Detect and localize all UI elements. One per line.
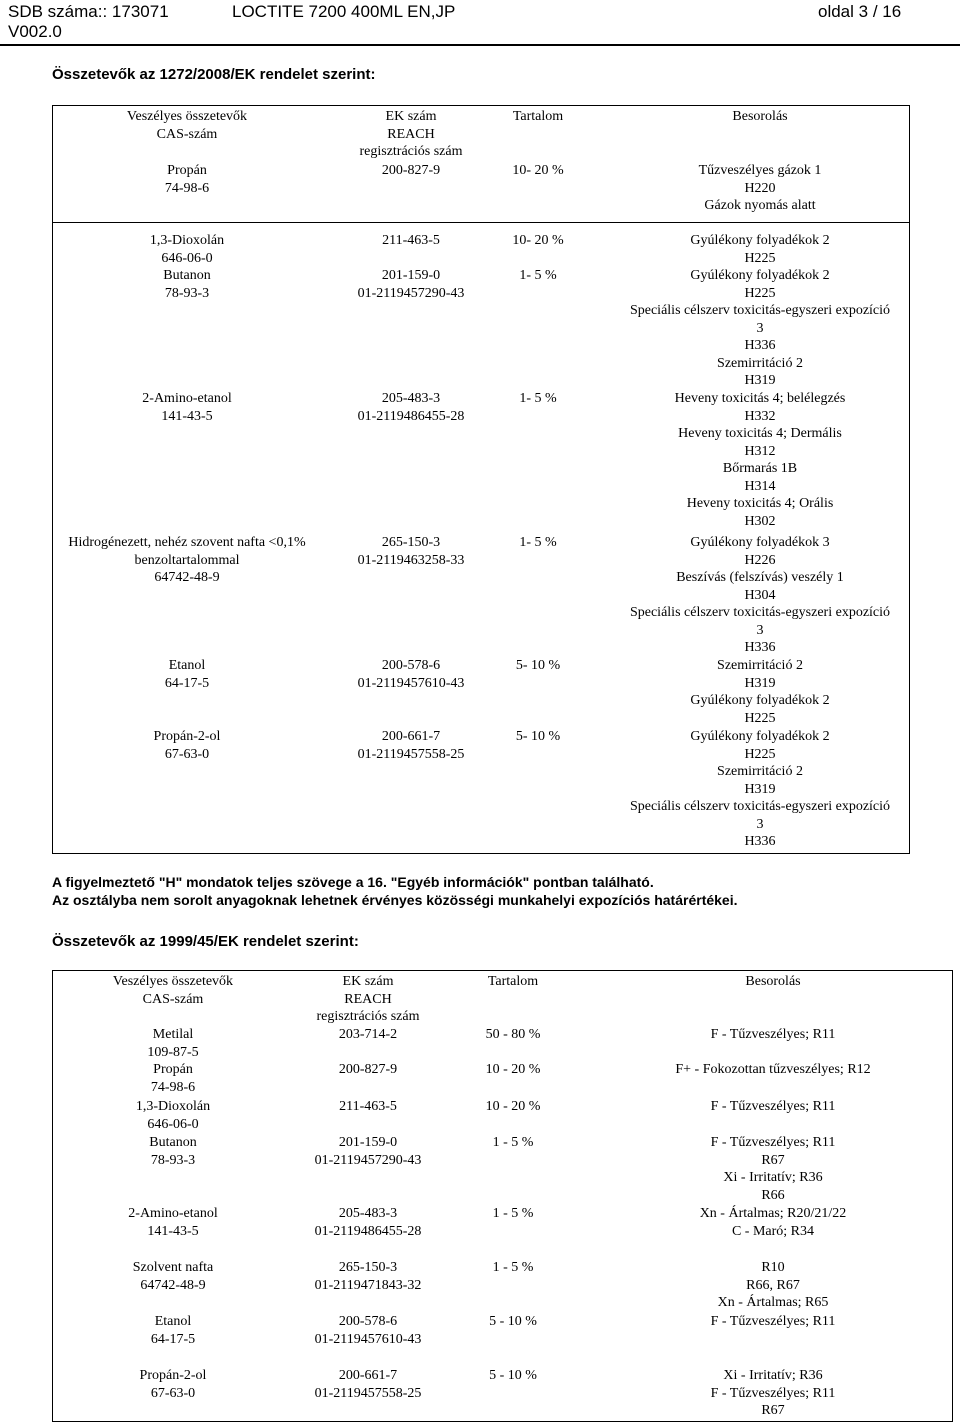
section-1272-title: Összetevők az 1272/2008/EK rendelet szerint: [52,66,376,83]
classification-cell: F - Tűzveszélyes; R11 R67 Xi - Irritatív; R36 R66 [710,1135,836,1203]
classification-cell: F - Tűzveszélyes; R11 [710,1027,836,1042]
ec-number-cell: 201-159-0 01-2119457290-43 [357,268,465,301]
header-classification: Besorolás [745,974,801,989]
ec-number-cell: 200-578-6 01-2119457610-43 [314,1314,422,1347]
ec-number-cell: 201-159-0 01-2119457290-43 [314,1135,422,1168]
ingredient-cell: 1,3-Dioxolán 646-06-0 [149,233,225,266]
classification-cell: Gyúlékony folyadékok 2 H225 Speciális célszerv toxicitás-egyszeri expozíció 3 H336 Szemirritáció 2 H319 [629,268,891,388]
classification-cell: Gyúlékony folyadékok 2 H225 [690,233,830,266]
ingredient-cell: Propán 74-98-6 [150,1062,196,1095]
ec-number-cell: 211-463-5 [382,233,440,248]
exposure-limits-note: Az osztályba nem sorolt anyagoknak lehetnek érvényes közösségi munkahelyi expozíciós határértékei. [52,892,738,908]
ec-number-cell: 200-661-7 01-2119457558-25 [357,729,465,762]
ec-number-cell: 205-483-3 01-2119486455-28 [357,391,465,424]
product-name: LOCTITE 7200 400ML EN,JP [232,2,456,21]
classification-cell: Heveny toxicitás 4; belélegzés H332 Heveny toxicitás 4; Dermális H312 Bőrmarás 1B H314 Heveny toxicitás 4; Orális H302 [674,391,846,529]
content-cell: 10- 20 % [512,163,564,178]
ec-number-cell: 200-578-6 01-2119457610-43 [357,658,465,691]
classification-cell: R10 R66, R67 Xn - Ártalmas; R65 [717,1260,829,1310]
ec-number-cell: 211-463-5 [339,1099,397,1114]
dpd-table [52,970,953,1422]
ec-number-cell: 203-714-2 [338,1027,398,1042]
content-cell: 1 - 5 % [492,1135,534,1150]
header-content: Tartalom [487,974,539,989]
content-cell: 5 - 10 % [489,1368,537,1383]
ec-number-cell: 265-150-3 01-2119471843-32 [314,1260,422,1293]
header-content: Tartalom [512,109,564,124]
ec-number-cell: 200-827-9 [381,163,441,178]
ec-number-cell: 265-150-3 01-2119463258-33 [357,535,465,568]
page-number: oldal 3 / 16 [818,2,902,21]
header-classification: Besorolás [732,109,788,124]
ec-number-cell: 205-483-3 01-2119486455-28 [314,1206,422,1239]
header-ingredient: Veszélyes összetevők CAS-szám [126,109,248,142]
ingredient-cell: Propán-2-ol 67-63-0 [139,1368,207,1401]
classification-cell: F+ - Fokozottan tűzveszélyes; R12 [675,1062,871,1077]
h-statements-note: A figyelmeztető "H" mondatok teljes szövege a 16. "Egyéb információk" pontban található. [52,874,654,890]
ingredient-cell: Hidrogénezett, nehéz szovent nafta <0,1% benzoltartalommal 64742-48-9 [68,535,306,585]
content-cell: 5- 10 % [515,729,561,744]
header-ec-number: EK szám REACH regisztrációs szám [316,974,420,1024]
header-ingredient: Veszélyes összetevők CAS-szám [112,974,234,1007]
content-cell: 1- 5 % [519,268,557,283]
content-cell: 5- 10 % [515,658,561,673]
ingredient-cell: Butanon 78-93-3 [163,268,211,301]
classification-cell: Xi - Irritatív; R36 F - Tűzveszélyes; R11 R67 [710,1368,836,1418]
ingredient-cell: 1,3-Dioxolán 646-06-0 [135,1099,211,1132]
classification-cell: Szemirritáció 2 H319 Gyúlékony folyadékok 2 H225 [690,658,830,726]
ingredient-cell: Propán-2-ol 67-63-0 [153,729,221,762]
header-ec-number: EK szám REACH regisztrációs szám [359,109,463,159]
content-cell: 10- 20 % [512,233,564,248]
ingredient-cell: Butanon 78-93-3 [149,1135,197,1168]
content-cell: 1- 5 % [519,391,557,406]
ingredient-cell: 2-Amino-etanol 141-43-5 [142,391,232,424]
ingredient-cell: Szolvent nafta 64742-48-9 [132,1260,214,1293]
ingredient-cell: Etanol 64-17-5 [164,658,210,691]
classification-cell: Gyúlékony folyadékok 2 H225 Szemirritáció 2 H319 Speciális célszerv toxicitás-egyszeri expozíció 3 H336 [629,729,891,849]
classification-cell: Gyúlékony folyadékok 3 H226 Beszívás (felszívás) veszély 1 H304 Speciális célszerv toxicitás-egyszeri expozíció 3 H336 [629,535,891,655]
content-cell: 10 - 20 % [485,1099,541,1114]
ingredient-cell: Etanol 64-17-5 [150,1314,196,1347]
classification-cell: Tűzveszélyes gázok 1 H220 Gázok nyomás alatt [698,163,822,213]
classification-cell: F - Tűzveszélyes; R11 [710,1099,836,1114]
ingredient-cell: Metilal 109-87-5 [147,1027,199,1060]
content-cell: 50 - 80 % [485,1027,541,1042]
table-divider [53,222,909,223]
content-cell: 10 - 20 % [485,1062,541,1077]
header-divider [0,44,960,46]
sds-number: SDB száma:: 173071 [8,2,169,21]
content-cell: 5 - 10 % [489,1314,537,1329]
clp-table [52,105,910,854]
content-cell: 1- 5 % [519,535,557,550]
ingredient-cell: 2-Amino-etanol 141-43-5 [128,1206,218,1239]
section-1999-title: Összetevők az 1999/45/EK rendelet szerint: [52,933,359,950]
classification-cell: F - Tűzveszélyes; R11 [710,1314,836,1329]
content-cell: 1 - 5 % [492,1206,534,1221]
content-cell: 1 - 5 % [492,1260,534,1275]
ec-number-cell: 200-827-9 [338,1062,398,1077]
version: V002.0 [8,22,62,41]
ec-number-cell: 200-661-7 01-2119457558-25 [314,1368,422,1401]
ingredient-cell: Propán 74-98-6 [164,163,210,196]
classification-cell: Xn - Ártalmas; R20/21/22 C - Maró; R34 [699,1206,847,1239]
